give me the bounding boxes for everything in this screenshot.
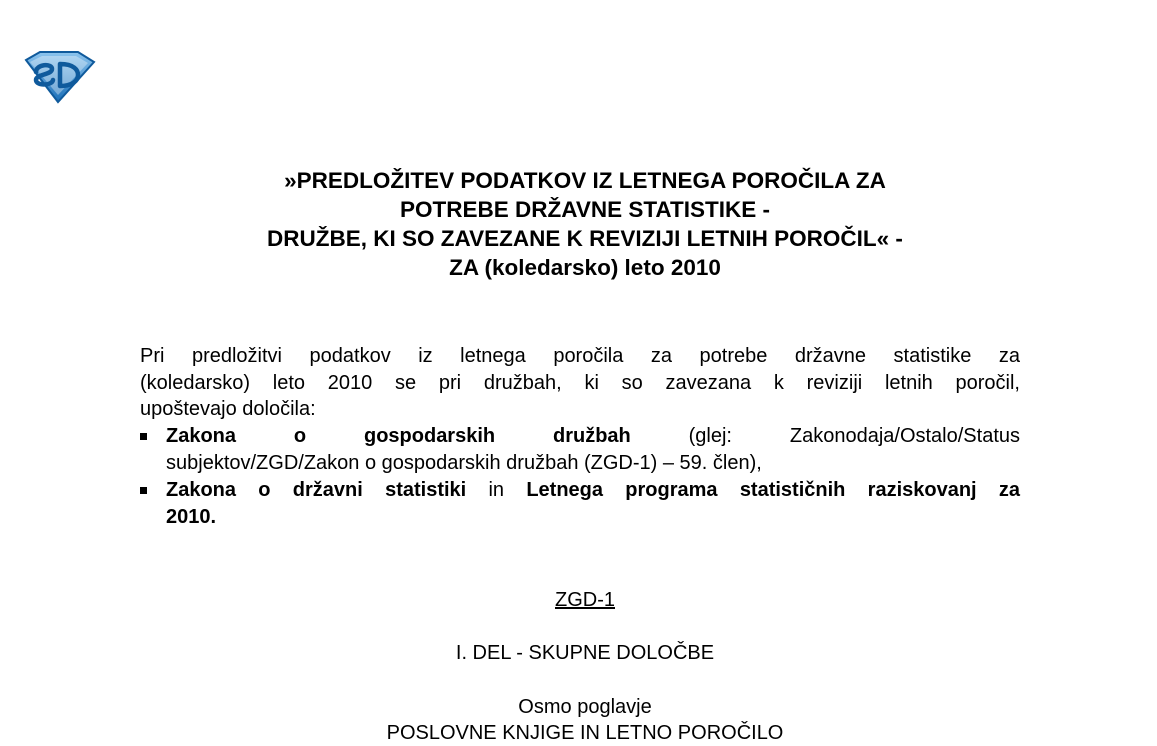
title-line-4: ZA (koledarsko) leto 2010 — [449, 255, 721, 280]
chapter-title: POSLOVNE KNJIGE IN LETNO POROČILO — [386, 722, 784, 744]
law-name-statistics-act: Zakona o državni statistiki — [166, 479, 467, 501]
connector-text: in — [466, 479, 527, 501]
law-heading: ZGD-1 — [555, 589, 615, 611]
intro-line-3: upoštevajo določila: — [140, 398, 316, 420]
title-line-1: »PREDLOŽITEV PODATKOV IZ LETNEGA POROČILA ZA — [284, 168, 886, 193]
chapter-heading: Osmo poglavje — [518, 696, 652, 718]
intro-line-1: Pri predložitvi podatkov iz letnega poročila za potrebe državne statistike za — [140, 345, 1020, 367]
provisions-list — [140, 423, 1020, 531]
programme-year: 2010. — [166, 506, 217, 528]
intro-line-2: (koledarsko) leto 2010 se pri družbah, ki so zavezana k reviziji letnih poročil, — [140, 371, 1020, 394]
title-line-2: POTREBE DRŽAVNE STATISTIKE - — [399, 197, 770, 222]
annual-programme-name: Letnega programa statističnih raziskovanj za — [526, 479, 1021, 501]
part-heading: I. DEL - SKUPNE DOLOČBE — [455, 642, 715, 664]
list-item — [140, 423, 1020, 477]
square-bullet-icon — [140, 433, 147, 440]
document-title — [0, 166, 1157, 282]
sd-shield-logo-icon — [22, 50, 96, 104]
company-logo — [22, 50, 96, 104]
intro-paragraph — [140, 343, 1020, 423]
law-name-companies-act: Zakona o gospodarskih družbah — [166, 425, 631, 447]
title-line-3: DRUŽBE, KI SO ZAVEZANE K REVIZIJI LETNIH POROČIL« - — [267, 226, 903, 251]
reference-path: (glej: Zakonodaja/Ostalo/Status — [630, 425, 1020, 447]
reference-path-continued: subjektov/ZGD/Zakon o gospodarskih družbah (ZGD-1) – 59. člen), — [166, 452, 762, 474]
square-bullet-icon — [140, 487, 147, 494]
list-item — [140, 477, 1020, 531]
